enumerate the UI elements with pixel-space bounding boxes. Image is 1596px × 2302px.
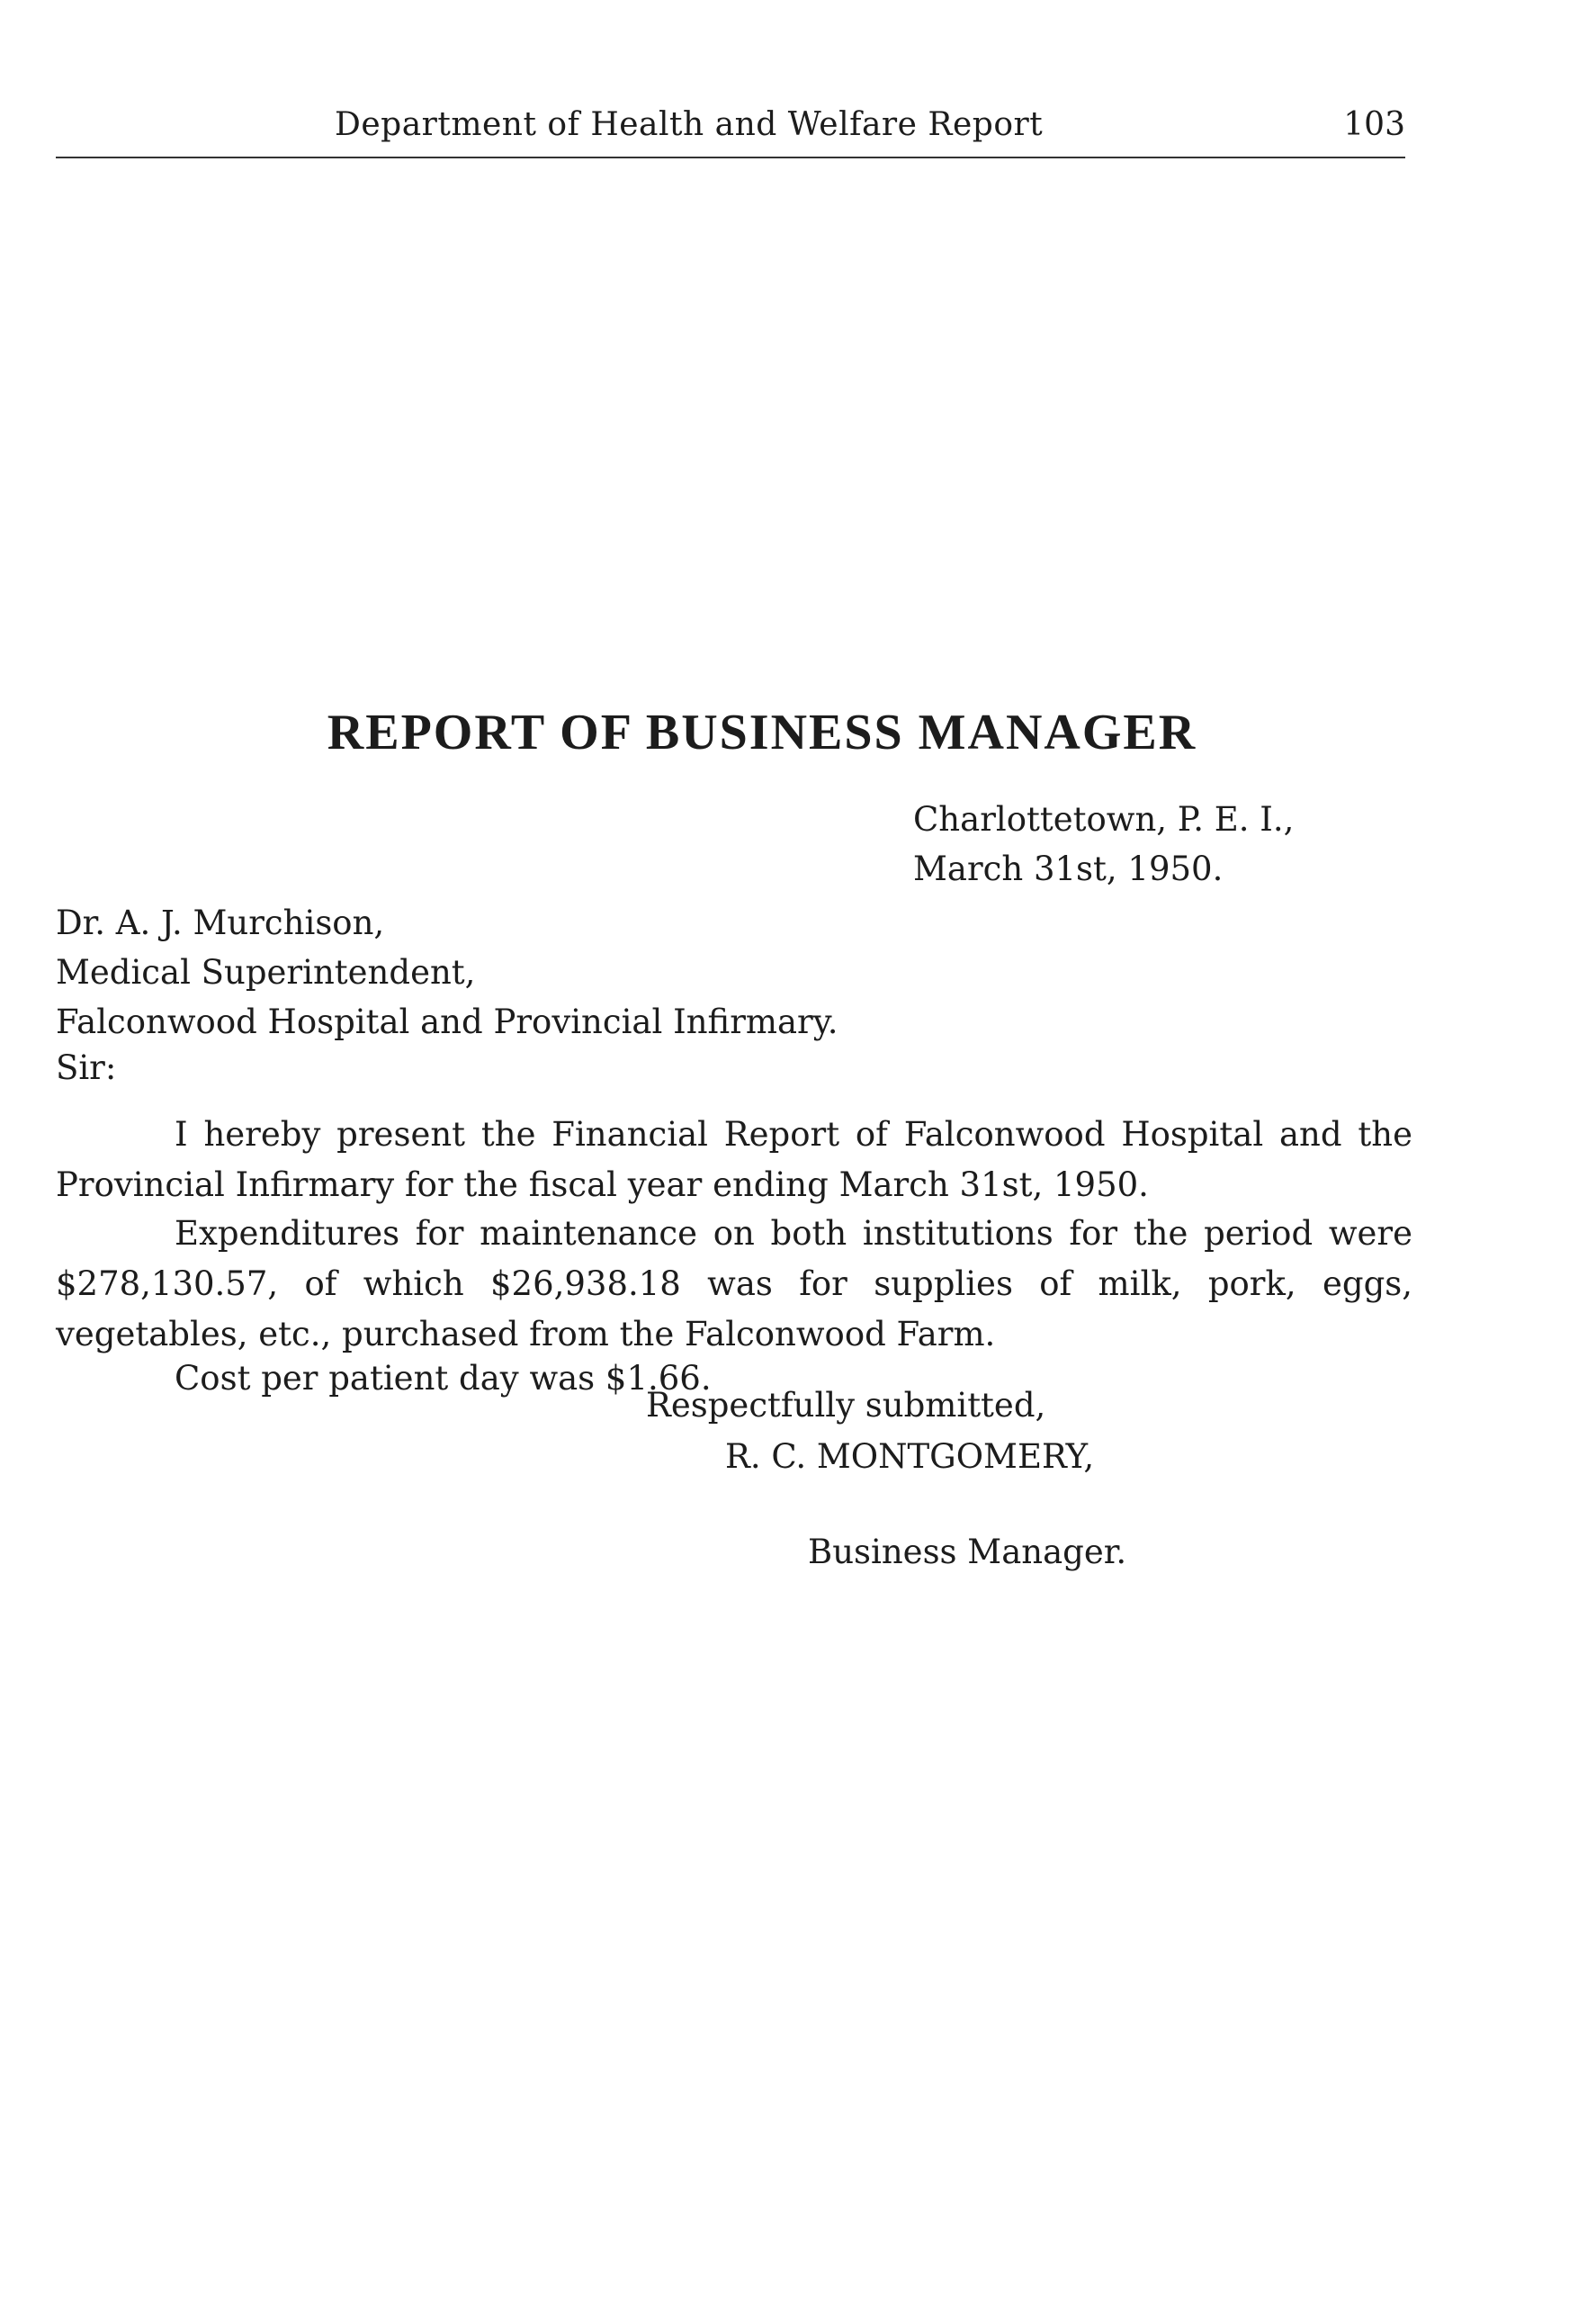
running-header xyxy=(56,106,1405,158)
addressee-position: Medical Superintendent, xyxy=(56,953,476,992)
addressee-name: Dr. A. J. Murchison, xyxy=(56,904,385,942)
report-title: REPORT OF BUSINESS MANAGER xyxy=(327,705,1197,760)
closing-phrase: Respectfully submitted, xyxy=(646,1386,1046,1425)
dateline-date: March 31st, 1950. xyxy=(913,850,1224,888)
body-paragraph-3: Cost per patient day was $1.66. xyxy=(175,1359,712,1398)
running-title: Department of Health and Welfare Report xyxy=(335,106,1044,143)
dateline-place: Charlottetown, P. E. I., xyxy=(913,800,1295,839)
page-number: 103 xyxy=(1343,106,1405,143)
body-paragraph-2: Expenditures for maintenance on both institutions for the period were $278,130.57, of which $26,938.18 was for supplies of milk, pork, eggs, vegetables, etc., purchased from the Falconwood Farm. xyxy=(56,1214,1412,1353)
addressee-institution: Falconwood Hospital and Provincial Infirmary. xyxy=(56,1003,838,1041)
body-paragraph-1: I hereby present the Financial Report of Falconwood Hospital and the Provincial Infirmary for the fiscal year ending March 31st, 1950. xyxy=(56,1115,1412,1204)
salutation: Sir: xyxy=(56,1048,117,1087)
signer-name: R. C. MONTGOMERY, xyxy=(725,1437,1095,1476)
signer-title: Business Manager. xyxy=(808,1533,1127,1571)
